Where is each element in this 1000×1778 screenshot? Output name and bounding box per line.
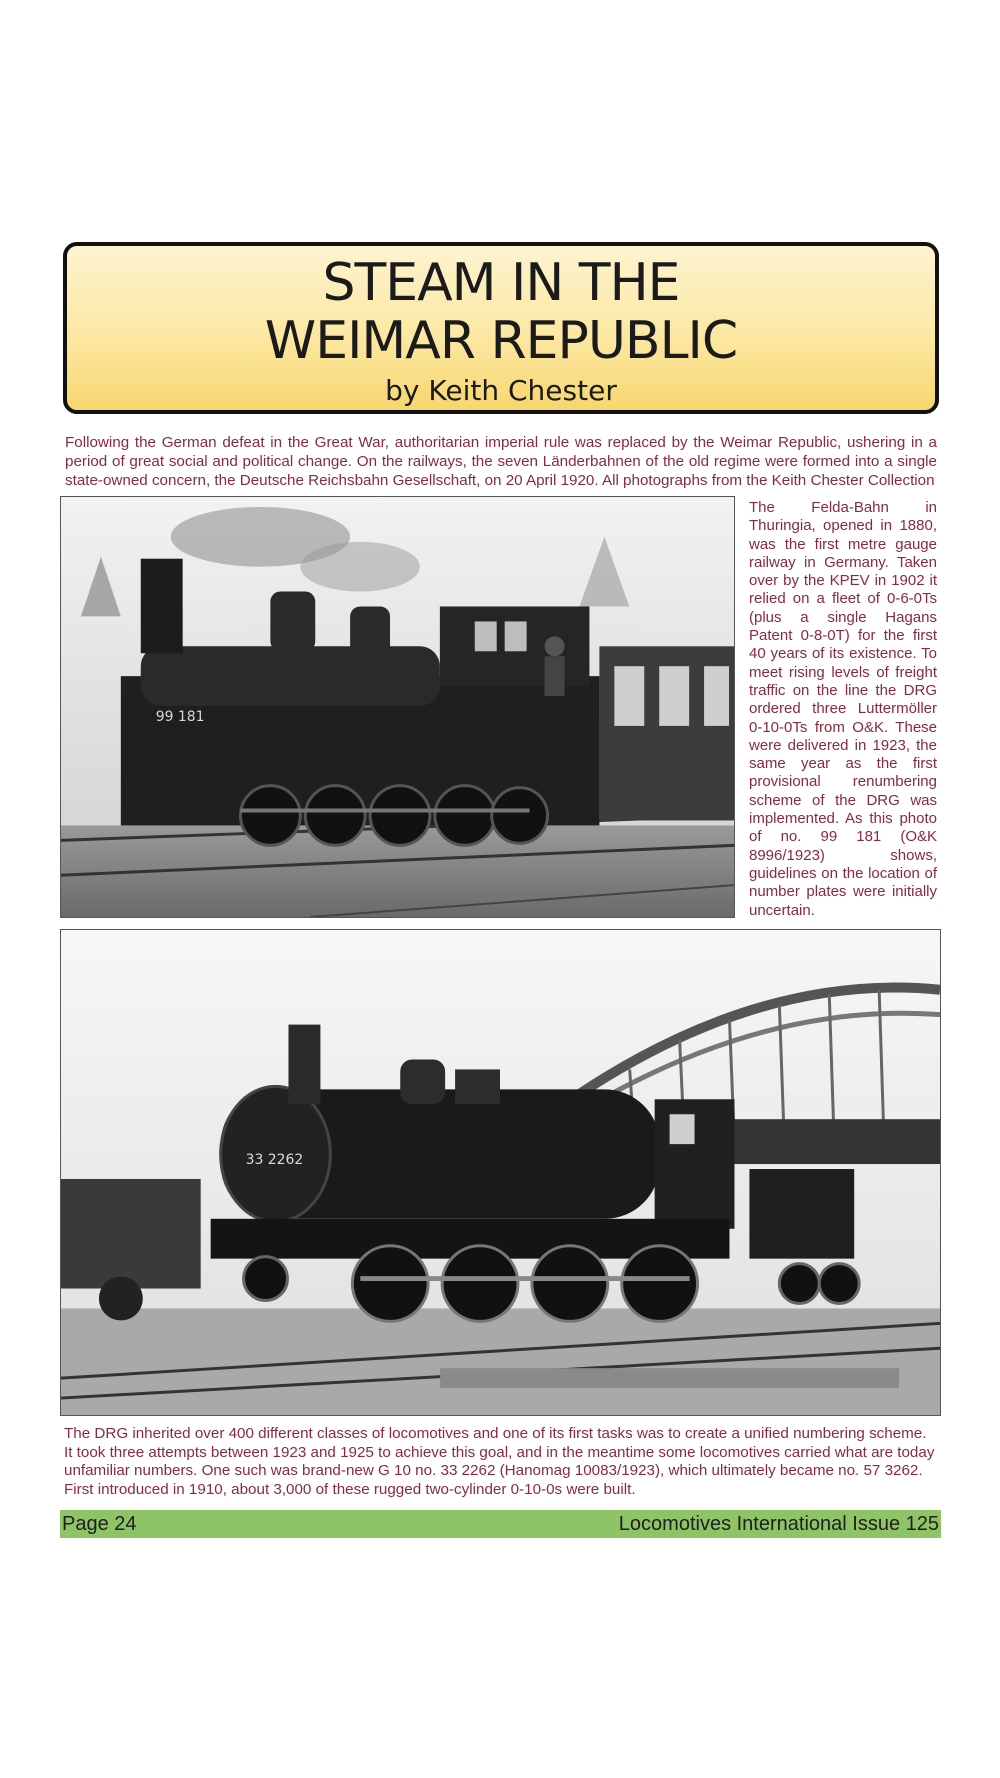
photo1-caption: The Felda-Bahn in Thuringia, opened in 1880, was the first metre gauge railway in Germany. Taken over by the KPEV in 1902 it relied on a fleet of 0-6-0Ts (plus a single Hagans Patent 0-8-0T) for the first 40 years of its existence. To meet rising levels of freight traffic on the line the DRG ordered three Luttermöller 0-10-0Ts from O&K. These were delivered in 1923, the same year as the first provisional renumbering scheme of the DRG was implemented. As this photo of no. 99 181 (O&K 8996/1923) shows, guidelines on the location of number plates were initially uncertain. [749,499,937,919]
photo-felda-bahn-locomotive [60,496,735,918]
article-title-line-1: STEAM IN THE [322,253,680,313]
intro-paragraph: Following the German defeat in the Great War, authoritarian imperial rule was replaced by the Weimar Republic, ushering in a period of great social and political change. On the railways, the seven Länderbahnen of the old regime were formed into a single state-owned concern, the Deutsche Reichsbahn Gesellschaft, on 20 April 1920. All photographs from the Keith Chester Collection [65,434,937,489]
article-byline: by Keith Chester [385,374,617,407]
number-plate-99181: 99 181 [155,708,205,725]
photo2-caption: The DRG inherited over 400 different classes of locomotives and one of its first tasks was to create a unified numbering scheme. It took three attempts between 1923 and 1925 to achieve this goal, and in the meantime some locomotives carried what are today unfamiliar numbers. One such was brand-new G 10 no. 33 2262 (Hanomag 10083/1923), which ultimately became no. 57 3262. First introduced in 1910, about 3,000 of these rugged two-cylinder 0-10-0s were built. [64,1425,935,1499]
locomotive-tank-engine-image [61,497,734,917]
publication-name: Locomotives International Issue 125 [618,1513,939,1535]
locomotive-g10-image [61,930,940,1415]
number-plate-332262: 33 2262 [245,1152,304,1169]
page-footer [60,1510,941,1538]
photo-g10-locomotive [60,929,941,1416]
article-title-line-2: WEIMAR REPUBLIC [264,311,738,371]
page-number: Page 24 [62,1513,137,1535]
title-banner [63,242,939,414]
